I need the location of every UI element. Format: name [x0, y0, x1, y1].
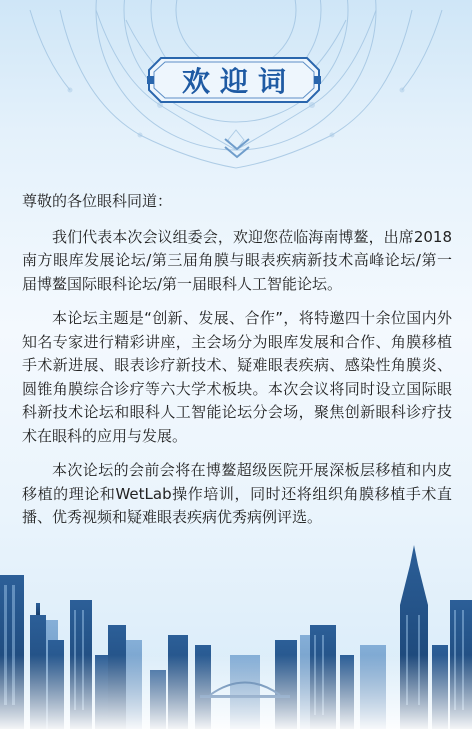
- title-banner: [147, 56, 321, 104]
- page-title: 欢迎词: [181, 65, 296, 98]
- letter-paragraph: 我们代表本次会议组委会，欢迎您莅临海南博鳌，出席2018 南方眼库发展论坛/第三届角膜与眼表疾病新技术高峰论坛/第一届博鳌国际眼科论坛/第一届眼科人工智能论坛。: [22, 227, 452, 293]
- letter-paragraph: 本次论坛的会前会将在博鳌超级医院开展深板层移植和内皮移植的理论和WetLab操作培训，同时还将组织角膜移植手术直播、优秀视频和疑难眼表疾病优秀病例评选。: [22, 461, 452, 526]
- chevron-down-icon: [222, 136, 252, 160]
- letter-body: [22, 190, 452, 541]
- letter-greeting: 尊敬的各位眼科同道：: [22, 192, 173, 210]
- city-skyline: [0, 545, 472, 729]
- letter-paragraph: 本论坛主题是“创新、发展、合作”，将特邀四十余位国内外知名专家进行精彩讲座，主会场分为眼库发展和合作、角膜移植手术新进展、眼表诊疗新技术、疑难眼表疾病、感染性角膜炎、圆锥角膜综合诊疗等六大学术板块。本次会议将同时设立国际眼科新技术论坛和眼科人工智能论坛分会场，聚焦创新眼科诊疗技术在眼科的应用与发展。: [22, 309, 452, 445]
